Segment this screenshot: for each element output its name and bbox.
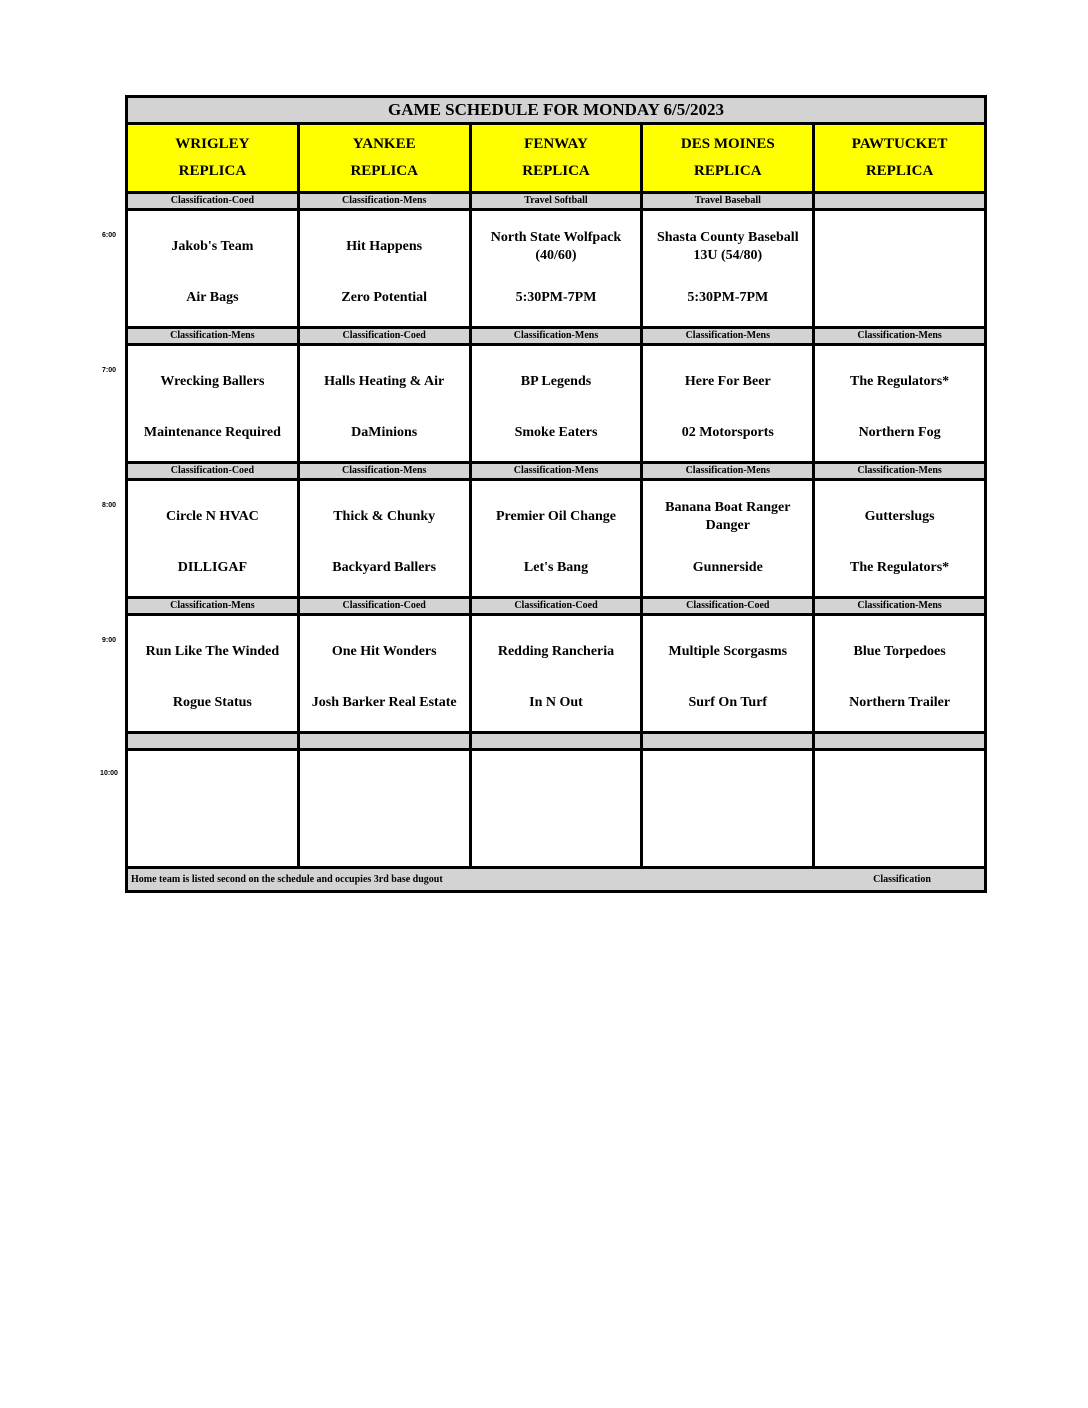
home-team: 02 Motorsports bbox=[681, 425, 774, 440]
classification-label: Classification-Mens bbox=[472, 464, 644, 478]
away-team: Shasta County Baseball 13U (54/80) bbox=[656, 230, 799, 263]
away-team: One Hit Wonders bbox=[331, 644, 437, 659]
game-cell bbox=[815, 211, 984, 326]
game-slot-row bbox=[128, 346, 984, 464]
classification-label: Classification-Coed bbox=[472, 599, 644, 613]
away-team: Wrecking Ballers bbox=[160, 374, 265, 389]
classification-label: Classification-Mens bbox=[128, 599, 300, 613]
home-team: Surf On Turf bbox=[688, 695, 768, 710]
time-label: 6:00 bbox=[101, 232, 116, 239]
away-team: Jakob's Team bbox=[171, 239, 254, 254]
game-cell bbox=[300, 616, 472, 731]
game-cell bbox=[643, 346, 815, 461]
field-subtitle: REPLICA bbox=[350, 163, 418, 179]
home-team: DILLIGAF bbox=[177, 560, 248, 575]
time-slots bbox=[128, 194, 984, 869]
home-team: DaMinions bbox=[351, 425, 418, 440]
away-team bbox=[304, 767, 465, 807]
game-schedule-table bbox=[125, 95, 987, 893]
classification-label: Classification-Mens bbox=[300, 464, 472, 478]
game-cell bbox=[128, 211, 300, 326]
classification-label bbox=[815, 734, 984, 748]
field-header bbox=[300, 125, 472, 191]
game-slot-row bbox=[128, 616, 984, 734]
game-cell bbox=[643, 616, 815, 731]
game-cell bbox=[300, 751, 472, 866]
game-cell bbox=[815, 616, 984, 731]
schedule-title: GAME SCHEDULE FOR MONDAY 6/5/2023 bbox=[128, 98, 984, 125]
home-team: Let's Bang bbox=[523, 560, 589, 575]
home-team: Northern Trailer bbox=[849, 695, 951, 710]
classification-label bbox=[300, 734, 472, 748]
game-cell bbox=[472, 751, 644, 866]
time-label: 9:00 bbox=[101, 637, 116, 644]
away-team: BP Legends bbox=[520, 374, 592, 389]
classification-label bbox=[472, 734, 644, 748]
classification-label: Classification-Mens bbox=[643, 329, 815, 343]
home-team: In N Out bbox=[529, 695, 583, 710]
game-cell bbox=[815, 346, 984, 461]
away-team: Redding Rancheria bbox=[497, 644, 615, 659]
away-team: Gutterslugs bbox=[864, 509, 935, 524]
classification-label: Classification-Coed bbox=[300, 329, 472, 343]
game-slot-row bbox=[128, 481, 984, 599]
field-header bbox=[643, 125, 815, 191]
away-team: Thick & Chunky bbox=[333, 509, 436, 524]
home-team: Zero Potential bbox=[341, 290, 428, 305]
game-cell bbox=[128, 616, 300, 731]
home-team: 5:30PM-7PM bbox=[687, 290, 769, 305]
game-slot-row bbox=[128, 751, 984, 869]
away-team: Premier Oil Change bbox=[495, 509, 616, 524]
game-cell bbox=[472, 616, 644, 731]
classification-label: Classification-Mens bbox=[857, 600, 942, 611]
classification-label: Classification-Coed bbox=[300, 599, 472, 613]
classification-label: Classification-Mens bbox=[128, 329, 300, 343]
footer-note: Home team is listed second on the schedule and occupies 3rd base dugout bbox=[131, 874, 443, 885]
away-team: Run Like The Winded bbox=[145, 644, 280, 659]
classification-label: Classification-Mens bbox=[300, 194, 472, 208]
field-subtitle: REPLICA bbox=[522, 163, 590, 179]
game-cell bbox=[472, 211, 644, 326]
classification-label: Classification-Mens bbox=[643, 464, 815, 478]
game-cell bbox=[643, 211, 815, 326]
home-team: Maintenance Required bbox=[143, 425, 281, 440]
field-subtitle: REPLICA bbox=[694, 163, 762, 179]
field-header bbox=[472, 125, 644, 191]
field-header-row bbox=[128, 125, 984, 194]
classification-label: Travel Softball bbox=[472, 194, 644, 208]
classification-row bbox=[128, 329, 984, 346]
game-slot-row bbox=[128, 211, 984, 329]
classification-label: Classification-Mens bbox=[857, 330, 942, 341]
time-label: 10:00 bbox=[100, 770, 118, 777]
field-name: PAWTUCKET bbox=[851, 136, 948, 152]
game-cell bbox=[815, 481, 984, 596]
classification-row bbox=[128, 734, 984, 751]
footer-row bbox=[128, 869, 984, 890]
game-cell bbox=[300, 346, 472, 461]
classification-row bbox=[128, 464, 984, 481]
game-cell bbox=[128, 481, 300, 596]
away-team: Hit Happens bbox=[346, 239, 423, 254]
home-team: The Regulators* bbox=[850, 560, 950, 575]
away-team: Circle N HVAC bbox=[165, 509, 259, 524]
time-label: 7:00 bbox=[101, 367, 116, 374]
game-cell bbox=[128, 346, 300, 461]
field-name: FENWAY bbox=[524, 136, 588, 152]
classification-row bbox=[128, 194, 984, 211]
field-subtitle: REPLICA bbox=[865, 163, 934, 179]
field-subtitle: REPLICA bbox=[178, 163, 247, 179]
game-cell bbox=[300, 481, 472, 596]
game-cell bbox=[128, 751, 300, 866]
game-cell bbox=[643, 751, 815, 866]
home-team: 5:30PM-7PM bbox=[515, 290, 597, 305]
away-team: Multiple Scorgasms bbox=[668, 644, 788, 659]
field-name: YANKEE bbox=[352, 136, 416, 152]
away-team: Halls Heating & Air bbox=[324, 374, 445, 389]
game-cell bbox=[472, 481, 644, 596]
away-team bbox=[647, 767, 808, 807]
classification-label: Classification-Coed bbox=[128, 194, 300, 208]
game-cell bbox=[643, 481, 815, 596]
field-name: DES MOINES bbox=[680, 136, 775, 152]
field-header bbox=[128, 125, 300, 191]
classification-label bbox=[643, 734, 815, 748]
field-name: WRIGLEY bbox=[175, 136, 250, 152]
home-team: Smoke Eaters bbox=[514, 425, 598, 440]
classification-label: Travel Baseball bbox=[643, 194, 815, 208]
away-team: Banana Boat Ranger Danger bbox=[665, 500, 791, 533]
away-team bbox=[819, 227, 980, 267]
home-team: Backyard Ballers bbox=[332, 560, 437, 575]
away-team: The Regulators* bbox=[850, 374, 950, 389]
away-team bbox=[476, 767, 637, 807]
classification-row bbox=[128, 599, 984, 616]
game-cell bbox=[472, 346, 644, 461]
classification-label: Classification-Mens bbox=[472, 329, 644, 343]
classification-label: Classification-Mens bbox=[857, 465, 942, 476]
home-team: Gunnerside bbox=[692, 560, 763, 575]
game-cell bbox=[300, 211, 472, 326]
footer-classification: Classification bbox=[873, 874, 931, 885]
away-team: Here For Beer bbox=[684, 374, 771, 389]
time-label: 8:00 bbox=[101, 502, 116, 509]
away-team bbox=[132, 767, 293, 807]
game-cell bbox=[815, 751, 984, 866]
home-team: Rogue Status bbox=[172, 695, 252, 710]
away-team bbox=[819, 767, 980, 807]
classification-label bbox=[128, 734, 300, 748]
classification-label: Classification-Coed bbox=[643, 599, 815, 613]
home-team: Josh Barker Real Estate bbox=[311, 695, 457, 710]
home-team: Northern Fog bbox=[858, 425, 941, 440]
classification-label bbox=[815, 194, 984, 208]
field-header bbox=[815, 125, 984, 191]
away-team: Blue Torpedoes bbox=[853, 644, 946, 659]
home-team: Air Bags bbox=[186, 290, 239, 305]
away-team: North State Wolfpack (40/60) bbox=[490, 230, 622, 263]
classification-label: Classification-Coed bbox=[128, 464, 300, 478]
